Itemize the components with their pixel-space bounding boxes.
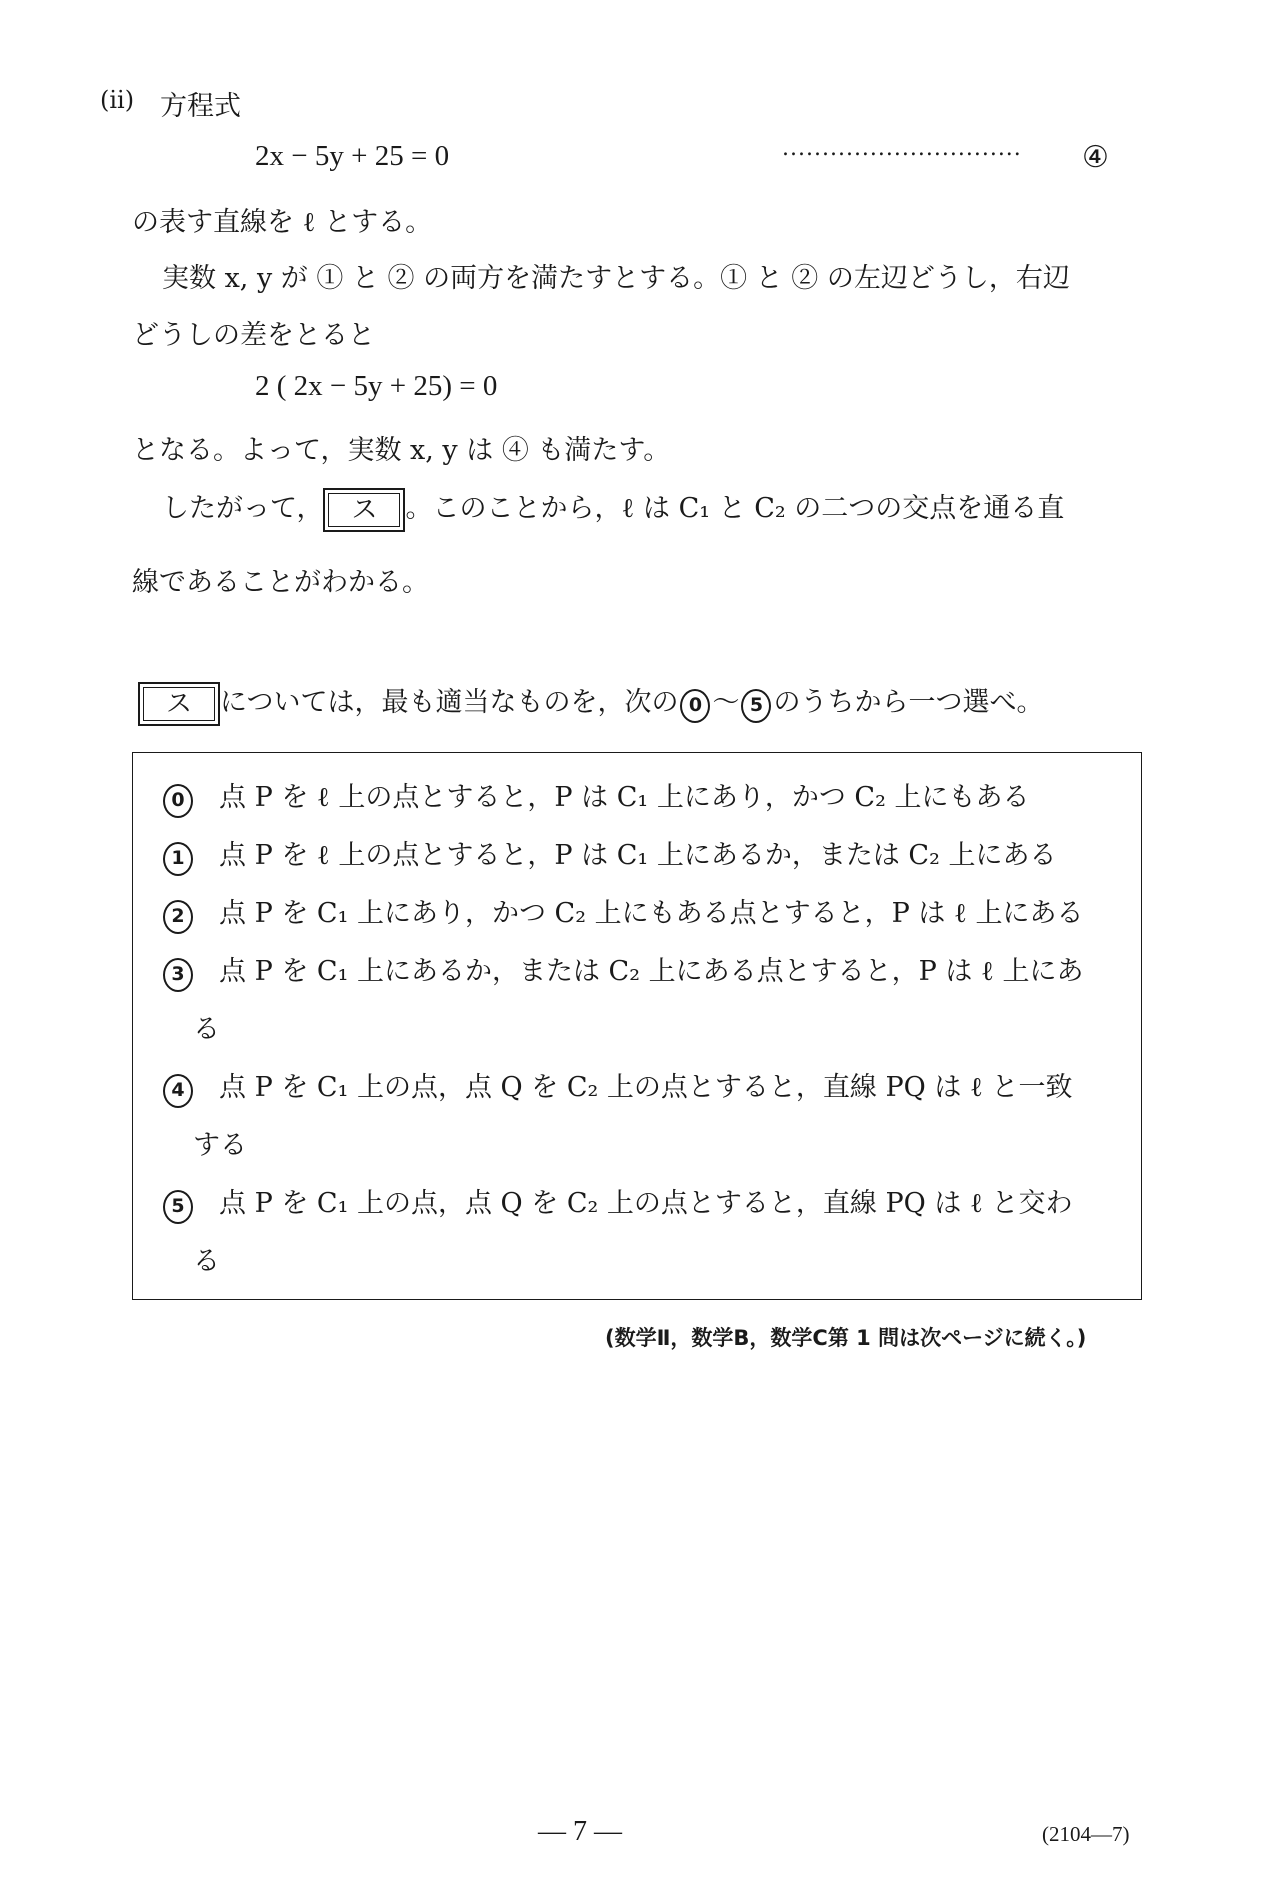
choice-1-mark: 1: [163, 842, 193, 876]
choice-3-mark: 3: [163, 958, 193, 992]
choice-4-text: 点 P を C₁ 上の点，点 Q を C₂ 上の点とすると，直線 PQ は ℓ と一致: [219, 1072, 1073, 1103]
choice-1-text: 点 P を ℓ 上の点とすると，P は C₁ 上にあるか，または C₂ 上にある: [219, 840, 1057, 871]
instruction-tilde: ～: [712, 687, 740, 718]
equation-4: 2x − 5y + 25 = 0: [255, 140, 450, 172]
choice-4-mark: 4: [163, 1074, 193, 1108]
choice-3-text: 点 P を C₁ 上にあるか，または C₂ 上にある点とすると，P は ℓ 上にあ: [219, 956, 1084, 987]
choices-box: [132, 752, 1142, 1300]
choice-3[interactable]: [161, 949, 1083, 992]
choice-2-text: 点 P を C₁ 上にあり，かつ C₂ 上にもある点とすると，P は ℓ 上にある: [219, 898, 1084, 929]
answer-box-label: ス: [328, 493, 400, 527]
choice-0-mark: 0: [163, 784, 193, 818]
choice-3-continuation: る: [193, 1014, 220, 1045]
choice-4-continuation: する: [193, 1130, 247, 1161]
instruction-text-b: のうちから一つ選べ。: [773, 687, 1044, 718]
choice-4[interactable]: [161, 1065, 1073, 1108]
instruction: [138, 680, 1043, 726]
line-definition: の表す直線を ℓ とする。: [132, 207, 433, 238]
choice-range-from: 0: [680, 689, 710, 723]
choice-5-continuation: る: [193, 1246, 220, 1277]
choice-1[interactable]: [161, 833, 1056, 876]
difference-equation: 2 ( 2x − 5y + 25) = 0: [255, 370, 498, 402]
paragraph-1-line-1: 実数 x, y が ① と ② の両方を満たすとする。① と ② の左辺どうし，右辺: [162, 263, 1070, 294]
paragraph-3-line-1: [162, 486, 1064, 532]
page-code: (2104—7): [1042, 1822, 1130, 1846]
choice-5-mark: 5: [163, 1190, 193, 1224]
choice-5[interactable]: [161, 1181, 1073, 1224]
answer-box-ref-label: ス: [143, 687, 215, 721]
paragraph-2: となる。よって，実数 x, y は ④ も満たす。: [132, 435, 671, 466]
choice-range-to: 5: [741, 689, 771, 723]
choice-0-text: 点 P を ℓ 上の点とすると，P は C₁ 上にあり，かつ C₂ 上にもある: [219, 782, 1030, 813]
section-title: 方程式: [160, 91, 241, 122]
page-number: — 7 —: [538, 1816, 622, 1847]
choice-5-text: 点 P を C₁ 上の点，点 Q を C₂ 上の点とすると，直線 PQ は ℓ と交わ: [219, 1188, 1073, 1219]
equation-dots: ..............................: [782, 136, 1022, 161]
paragraph-1-line-2: どうしの差をとると: [132, 320, 375, 351]
answer-box-su-ref: [138, 682, 220, 726]
answer-box-su[interactable]: [323, 488, 405, 532]
choice-2-mark: 2: [163, 900, 193, 934]
choice-2[interactable]: [161, 891, 1083, 934]
paragraph-3-line-2: 線であることがわかる。: [132, 567, 429, 598]
section-label: (ii): [100, 86, 135, 114]
continuation-note: (数学Ⅱ，数学B，数学C第 1 問は次ページに続く。): [605, 1326, 1087, 1350]
paragraph-3-tail: 。このことから，ℓ は C₁ と C₂ の二つの交点を通る直: [405, 493, 1065, 524]
instruction-text-a: については，最も適当なものを，次の: [220, 687, 679, 718]
paragraph-3-lead: したがって，: [162, 493, 324, 524]
equation-number: ④: [1082, 140, 1109, 175]
choice-0[interactable]: [161, 775, 1029, 818]
